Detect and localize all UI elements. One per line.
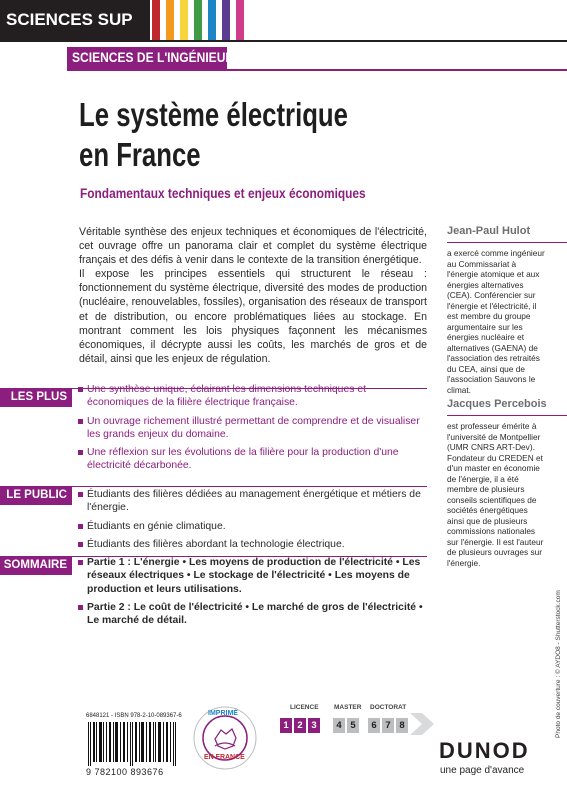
- level-label-doctorat: DOCTORAT: [370, 704, 407, 711]
- stripe: [222, 0, 230, 40]
- public-list: [78, 488, 428, 556]
- summary-paragraph: Il expose les principes essentiels qui structurent le réseau : fonctionnement du système électrique, diversité des modes de production (nucléaire, renouvelables, fossiles), organisation des réseaux de transport et de distribution, ou encore problématiques liées au stockage. En montrant comment les lois physiques façonnent les mécanismes économiques, il décrypte aussi les coûts, les marchés de gros et de détail, ainsi que les enjeux de régulation.: [79, 268, 427, 365]
- section-label-sommaire: SOMMAIRE: [0, 556, 72, 575]
- list-item-text: Partie 1 : L'énergie • Les moyens de production de l'électricité • Les réseaux électriques • Le stockage de l'électricité • Les moyens de production et leurs utilisations.: [87, 557, 421, 595]
- photo-credit: Photo de couverture : © AYDO8 - Shutterstock.com: [555, 590, 562, 738]
- bullet-icon: [78, 387, 83, 392]
- level-box: 6: [368, 718, 380, 733]
- summary: [79, 225, 427, 366]
- list-item-text: Étudiants des filières abordant la technologie électrique.: [87, 538, 345, 550]
- level-box: 1: [280, 718, 292, 733]
- author-bio: est professeur émérite à l'université de Montpellier (UMR CNRS ART-Dev). Fondateur du CREDEN et d'un master en économie de l'énergie, il a été membre de plusieurs conseils scientifiques de sociétés énergétiques ainsi que de plusieurs commissions nationales sur l'énergie. Il est l'auteur de plusieurs ouvrages sur l'énergie.: [447, 421, 544, 568]
- bullet-icon: [78, 560, 83, 565]
- category-label: SCIENCES DE L'INGÉNIEUR: [72, 49, 235, 65]
- list-item: [78, 383, 428, 410]
- stripe: [194, 0, 202, 40]
- book-subtitle: Fondamentaux techniques et enjeux économiques: [80, 185, 366, 201]
- list-item-text: Une réflexion sur les évolutions de la filière pour la production d'une électricité décarbonée.: [87, 447, 399, 472]
- bullet-icon: [78, 492, 83, 497]
- title-line-1: Le système électrique: [79, 96, 348, 133]
- isbn-line: 6848121 - ISBN 978-2-10-089367-6: [86, 713, 182, 719]
- color-stripes: [152, 0, 244, 40]
- level-box: 5: [347, 718, 359, 733]
- summary-paragraph: Véritable synthèse des enjeux techniques et économiques de l'électricité, cet ouvrage offre un panorama clair et complet du système électrique français et des défis à venir dans le contexte de la transition énergétique.: [79, 226, 427, 267]
- level-box: 8: [396, 718, 408, 733]
- level-arrow-icon: [410, 713, 434, 735]
- level-box: 2: [294, 718, 306, 733]
- publisher-tagline: une page d'avance: [440, 765, 525, 776]
- bullet-icon: [78, 450, 83, 455]
- stripe: [180, 0, 188, 40]
- badge-bottom-text: EN FRANCE: [204, 754, 245, 761]
- book-title: [79, 95, 348, 175]
- level-box: 3: [308, 718, 320, 733]
- author-divider: [447, 242, 567, 243]
- badge-top-text: IMPRIMÉ: [208, 710, 238, 717]
- category-divider: [67, 69, 567, 71]
- sommaire-list: [78, 556, 428, 632]
- author-divider: [447, 415, 567, 416]
- author-name: Jacques Percebois: [447, 398, 547, 410]
- list-item: [78, 556, 428, 596]
- section-divider: [72, 486, 427, 487]
- list-item: [78, 415, 428, 442]
- list-item: [78, 538, 428, 551]
- list-item-text: Une synthèse unique, éclairant les dimensions techniques et économiques de la filière électrique française.: [87, 384, 366, 409]
- list-item: [78, 446, 428, 473]
- publisher-logo: DUNOD: [439, 738, 530, 763]
- bullet-icon: [78, 419, 83, 424]
- stripe: [236, 0, 244, 40]
- list-item-text: Un ouvrage richement illustré permettant de comprendre et de visualiser les grands enjeux du domaine.: [87, 415, 420, 440]
- author-name: Jean-Paul Hulot: [447, 225, 531, 237]
- list-item-text: Étudiants des filières dédiées au management énergétique et métiers de l'énergie.: [87, 489, 421, 514]
- barcode-digits: 9 782100 893676: [86, 767, 164, 777]
- stripe: [166, 0, 174, 40]
- list-item: [78, 488, 428, 515]
- level-label-master: MASTER: [334, 704, 362, 711]
- header-divider: [0, 40, 567, 42]
- level-label-licence: LICENCE: [290, 704, 319, 711]
- list-item-text: Étudiants en génie climatique.: [87, 520, 226, 532]
- plus-list: [78, 383, 428, 478]
- section-label-public: LE PUBLIC: [0, 486, 72, 505]
- level-box: 7: [382, 718, 394, 733]
- bullet-icon: [78, 605, 83, 610]
- barcode-icon: [86, 722, 178, 766]
- stripe: [208, 0, 216, 40]
- list-item: [78, 601, 428, 628]
- title-line-2: en France: [79, 136, 201, 173]
- author-bio: a exercé comme ingénieur au Commissariat à l'énergie atomique et aux énergies alternatives (CEA). Conférencier sur l'énergie et l'électricité, il est membre du groupe argumentaire sur les énergies nucléaire et alternatives (GAENA) de l'association des retraités du CEA, ainsi que de l'association Sauvons le climat.: [447, 248, 545, 395]
- bullet-icon: [78, 542, 83, 547]
- list-item: [78, 520, 428, 533]
- list-item-text: Partie 2 : Le coût de l'électricité • Le marché de gros de l'électricité • Le marché de détail.: [87, 601, 423, 627]
- bullet-icon: [78, 524, 83, 529]
- stripe: [152, 0, 160, 40]
- series-label: SCIENCES SUP: [0, 0, 150, 40]
- level-box: 4: [333, 718, 345, 733]
- section-label-plus: LES PLUS: [0, 388, 72, 407]
